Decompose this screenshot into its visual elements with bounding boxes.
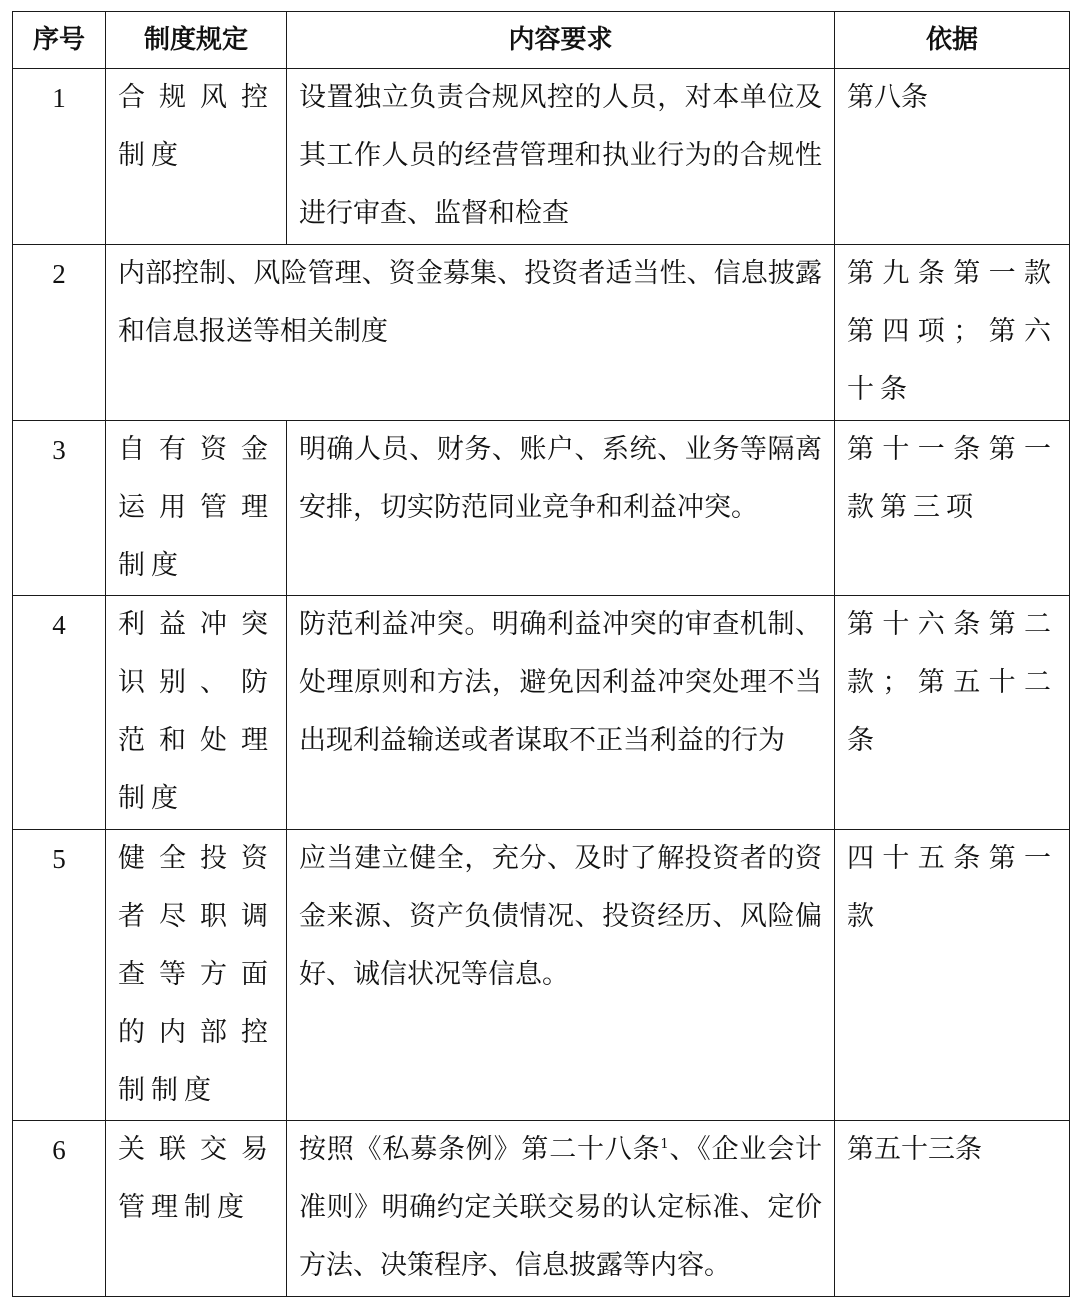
row-content: 应当建立健全，充分、及时了解投资者的资金来源、资产负债情况、投资经历、风险偏好、诚信状况等信息。 [287, 830, 835, 1121]
header-policy: 制度规定 [106, 12, 287, 69]
row-policy: 自有资金运用管理制度 [106, 421, 287, 596]
row-basis: 第八条 [835, 69, 1070, 245]
row-content: 防范利益冲突。明确利益冲突的审查机制、处理原则和方法，避免因利益冲突处理不当出现利益输送或者谋取不正当利益的行为 [287, 596, 835, 830]
table-row [13, 421, 1070, 596]
row-basis: 四十五条第一款 [835, 830, 1070, 1121]
row-policy: 利益冲突识别、防范和处理制度 [106, 596, 287, 830]
row-content [287, 1121, 835, 1297]
row-policy: 合规风控制度 [106, 69, 287, 245]
row-basis: 第九条第一款第四项；第六十条 [835, 245, 1070, 421]
row-index: 4 [13, 596, 106, 830]
header-index: 序号 [13, 12, 106, 69]
table-row [13, 69, 1070, 245]
row-index: 6 [13, 1121, 106, 1297]
footnote-marker[interactable]: 1 [660, 1137, 669, 1152]
table-row [13, 830, 1070, 1121]
content-text: 按照《私募条例》第二十八条 [299, 1134, 661, 1165]
row-index: 3 [13, 421, 106, 596]
row-index: 1 [13, 69, 106, 245]
row-index: 2 [13, 245, 106, 421]
header-basis: 依据 [835, 12, 1070, 69]
header-content: 内容要求 [287, 12, 835, 69]
row-basis: 第十一条第一款第三项 [835, 421, 1070, 596]
table-row [13, 1121, 1070, 1297]
content-text: 、《企业会计准则》明确约定关联交易的认定标准、定价方法、决策程序、信息披露等内容。 [299, 1134, 823, 1281]
table-row [13, 596, 1070, 830]
row-content: 设置独立负责合规风控的人员，对本单位及其工作人员的经营管理和执业行为的合规性进行审查、监督和检查 [287, 69, 835, 245]
regulation-table [12, 11, 1070, 1297]
row-policy: 关联交易管理制度 [106, 1121, 287, 1297]
row-index: 5 [13, 830, 106, 1121]
table-row [13, 245, 1070, 421]
row-basis: 第五十三条 [835, 1121, 1070, 1297]
table-header-row [13, 12, 1070, 69]
row-basis: 第十六条第二款；第五十二条 [835, 596, 1070, 830]
row-merged-content: 内部控制、风险管理、资金募集、投资者适当性、信息披露和信息报送等相关制度 [106, 245, 835, 421]
row-content: 明确人员、财务、账户、系统、业务等隔离安排，切实防范同业竞争和利益冲突。 [287, 421, 835, 596]
row-policy: 健全投资者尽职调查等方面的内部控制制度 [106, 830, 287, 1121]
